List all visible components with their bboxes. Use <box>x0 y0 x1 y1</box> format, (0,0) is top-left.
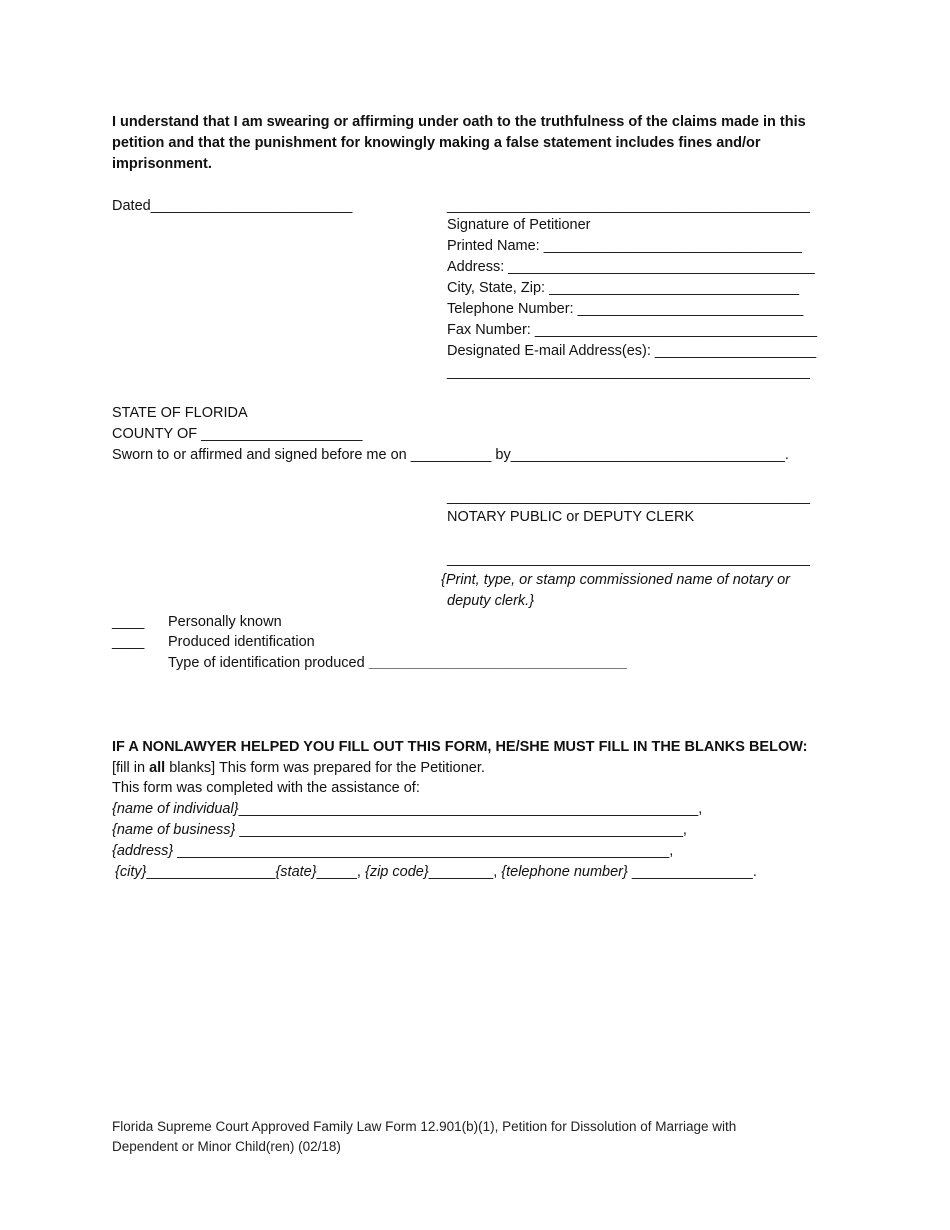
id-type-line[interactable]: ________________________________ <box>368 655 627 671</box>
notary-name-line[interactable]: _____________________________________________ <box>447 551 810 567</box>
signature-line[interactable]: _____________________________________________ <box>447 198 810 214</box>
notary-signature-line[interactable]: _____________________________________________ <box>447 489 810 505</box>
personally-known-label: Personally known <box>168 614 282 630</box>
state-line[interactable]: _____, <box>316 864 365 880</box>
address-row <box>112 841 673 862</box>
notary-name-note: {Print, type, or stamp commissioned name of notary or <box>441 572 790 588</box>
phone-label: {telephone number} <box>501 864 628 880</box>
notary-title: NOTARY PUBLIC or DEPUTY CLERK <box>447 509 695 525</box>
business-label: {name of business} <box>112 822 236 838</box>
dated-field[interactable]: Dated_________________________ <box>112 198 353 214</box>
personally-known-blank[interactable]: ____ <box>112 614 145 630</box>
sworn-statement[interactable]: Sworn to or affirmed and signed before me on __________ by__________________________________. <box>112 447 789 463</box>
id-type-label: Type of identification produced <box>168 655 369 671</box>
individual-line[interactable]: _________________________________________________________, <box>238 801 703 817</box>
county-field[interactable]: COUNTY OF ____________________ <box>112 426 363 442</box>
notary-name-note-cont: deputy clerk.} <box>447 593 535 609</box>
oath-statement: I understand that I am swearing or affirming under oath to the truthfulness of the claims made in this petition and that the punishment for knowingly making a false statement includes fines and/or imprisonment. <box>112 114 806 172</box>
business-line[interactable]: _______________________________________________________, <box>235 822 687 838</box>
state-label: {state} <box>275 864 317 880</box>
printed-name-field[interactable]: Printed Name: ________________________________ <box>447 238 802 254</box>
zip-label: {zip code} <box>364 864 429 880</box>
email-extra-line[interactable]: _____________________________________________ <box>447 364 810 380</box>
id-type-row <box>168 653 627 674</box>
fill-text-bold: all <box>149 760 166 776</box>
phone-line[interactable]: _______________. <box>627 864 757 880</box>
individual-label: {name of individual} <box>112 801 239 817</box>
city-state-zip-field[interactable]: City, State, Zip: _______________________________ <box>447 280 800 296</box>
address-line[interactable]: _____________________________________________________________, <box>173 843 674 859</box>
city-row <box>115 862 757 883</box>
city-line[interactable]: ________________ <box>146 864 276 880</box>
produced-id-blank[interactable]: ____ <box>112 634 145 650</box>
state-label: STATE OF FLORIDA <box>112 405 248 421</box>
city-label: {city} <box>115 864 147 880</box>
business-row <box>112 820 687 841</box>
email-field[interactable]: Designated E-mail Address(es): ____________________ <box>447 343 817 359</box>
address-label: {address} <box>112 843 174 859</box>
telephone-field[interactable]: Telephone Number: ____________________________ <box>447 301 804 317</box>
individual-row <box>112 799 702 820</box>
fill-instruction <box>112 758 485 779</box>
address-field[interactable]: Address: ______________________________________ <box>447 259 815 275</box>
signature-label: Signature of Petitioner <box>447 217 591 233</box>
fill-text-post: blanks] This form was prepared for the Petitioner. <box>165 760 485 776</box>
produced-id-label: Produced identification <box>168 634 315 650</box>
nonlawyer-heading: IF A NONLAWYER HELPED YOU FILL OUT THIS FORM, HE/SHE MUST FILL IN THE BLANKS BELOW: <box>112 739 808 755</box>
completed-with-label: This form was completed with the assistance of: <box>112 780 420 796</box>
form-footer: Florida Supreme Court Approved Family Law Form 12.901(b)(1), Petition for Dissolution of Marriage with Dependent or Minor Child(ren) (02/18) <box>112 1119 737 1154</box>
fill-text-pre: [fill in <box>112 760 150 776</box>
zip-line[interactable]: ________, <box>428 864 502 880</box>
fax-field[interactable]: Fax Number: ___________________________________ <box>447 322 818 338</box>
